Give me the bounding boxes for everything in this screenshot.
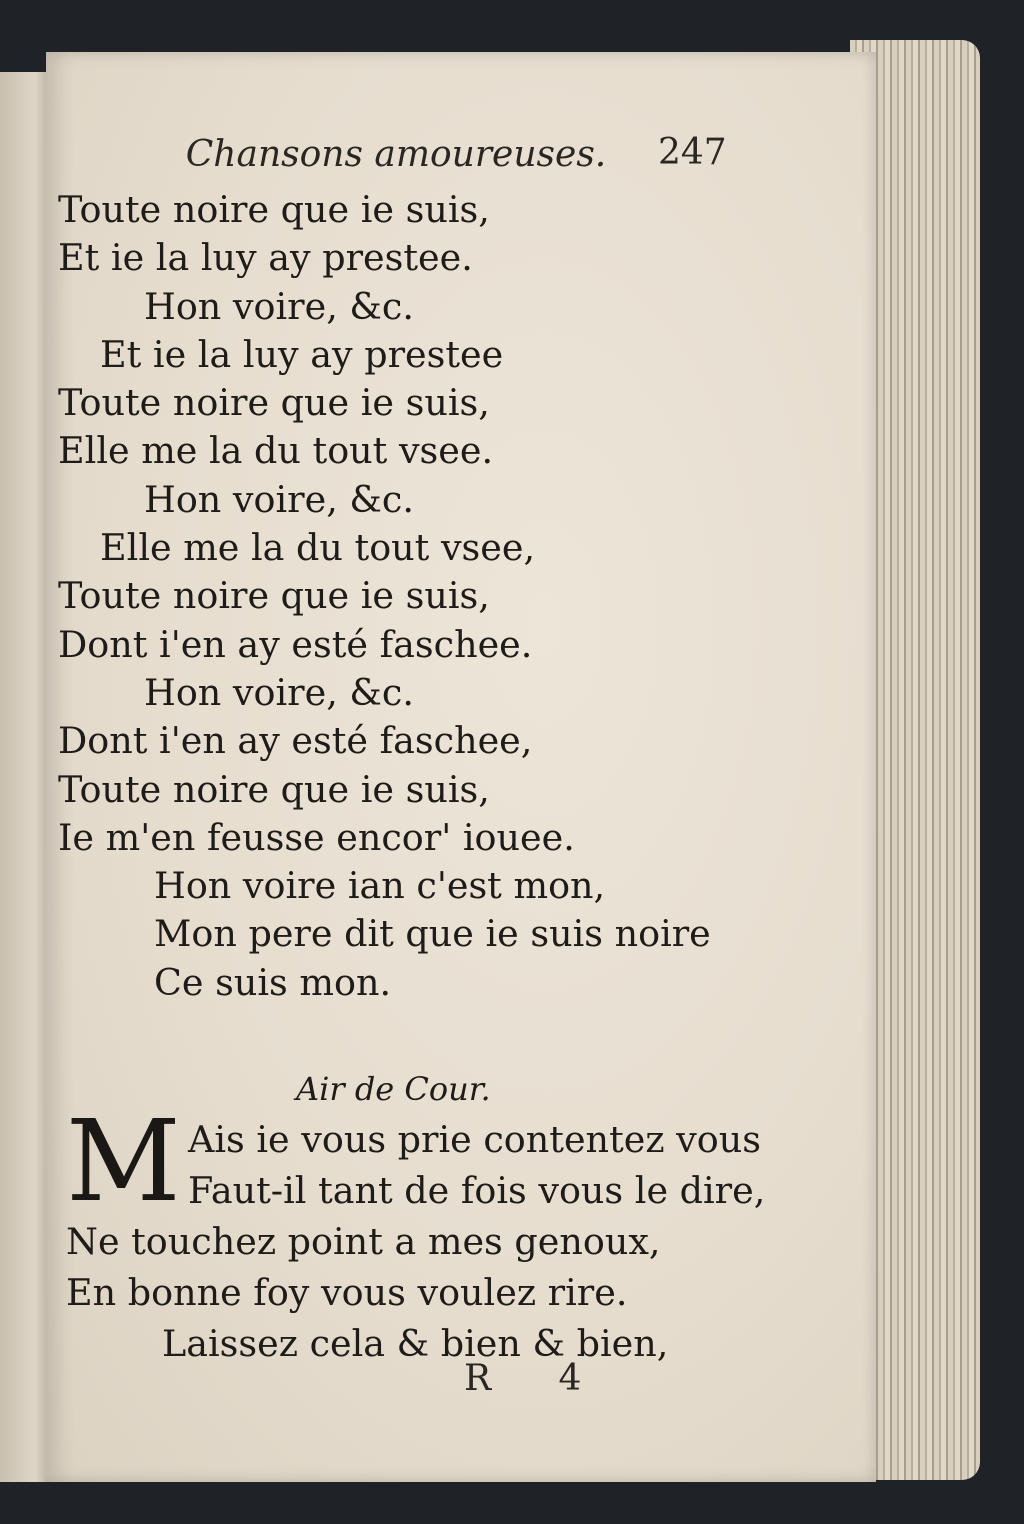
verse-line: En bonne foy vous voulez rire. (66, 1271, 628, 1314)
verse-line: Hon voire, &c. (144, 477, 414, 521)
verse-line: Toute noire que ie suis, (58, 767, 490, 811)
verse-line: Hon voire, &c. (144, 284, 414, 328)
verse-line: Toute noire que ie suis, (58, 381, 490, 425)
page-number: 247 (658, 132, 727, 173)
verse-line: Hon voire ian c'est mon, (154, 864, 606, 908)
verse-line: Et ie la luy ay prestee. (58, 236, 473, 280)
verse-line: Ne touchez point a mes genoux, (66, 1220, 661, 1263)
verse-line: Toute noire que ie suis, (58, 188, 490, 231)
verse-line: Elle me la du tout vsee, (100, 526, 536, 570)
verse-line: Dont i'en ay esté faschee, (58, 719, 533, 763)
verse-line: Laissez cela & bien & bien, (162, 1322, 669, 1365)
signature-mark: R 4 (464, 1358, 610, 1399)
verse-line: Ais ie vous prie contentez vous (188, 1118, 762, 1161)
verse-line: Ce suis mon. (154, 960, 392, 1004)
drop-cap: M (66, 1097, 181, 1227)
verse-line: Faut-il tant de fois vous le dire, (188, 1169, 766, 1212)
verse-line: Dont i'en ay esté faschee. (58, 622, 533, 666)
stanza-1 (58, 186, 838, 1007)
verse-line: Mon pere dit que ie suis noire (154, 912, 711, 956)
verse-line: Hon voire, &c. (144, 670, 414, 714)
section-title: Air de Cour. (296, 1070, 491, 1108)
verse-line: Ie m'en feusse encor' iouee. (58, 815, 575, 859)
verse-line: Et ie la luy ay prestee (100, 332, 504, 376)
stanza-2 (66, 1097, 846, 1369)
running-head: Chansons amoureuses. (185, 134, 607, 175)
verse-line: Toute noire que ie suis, (58, 574, 490, 618)
verse-line: Elle me la du tout vsee. (58, 429, 494, 473)
facing-page-edge (0, 72, 50, 1482)
book-page (46, 52, 876, 1482)
